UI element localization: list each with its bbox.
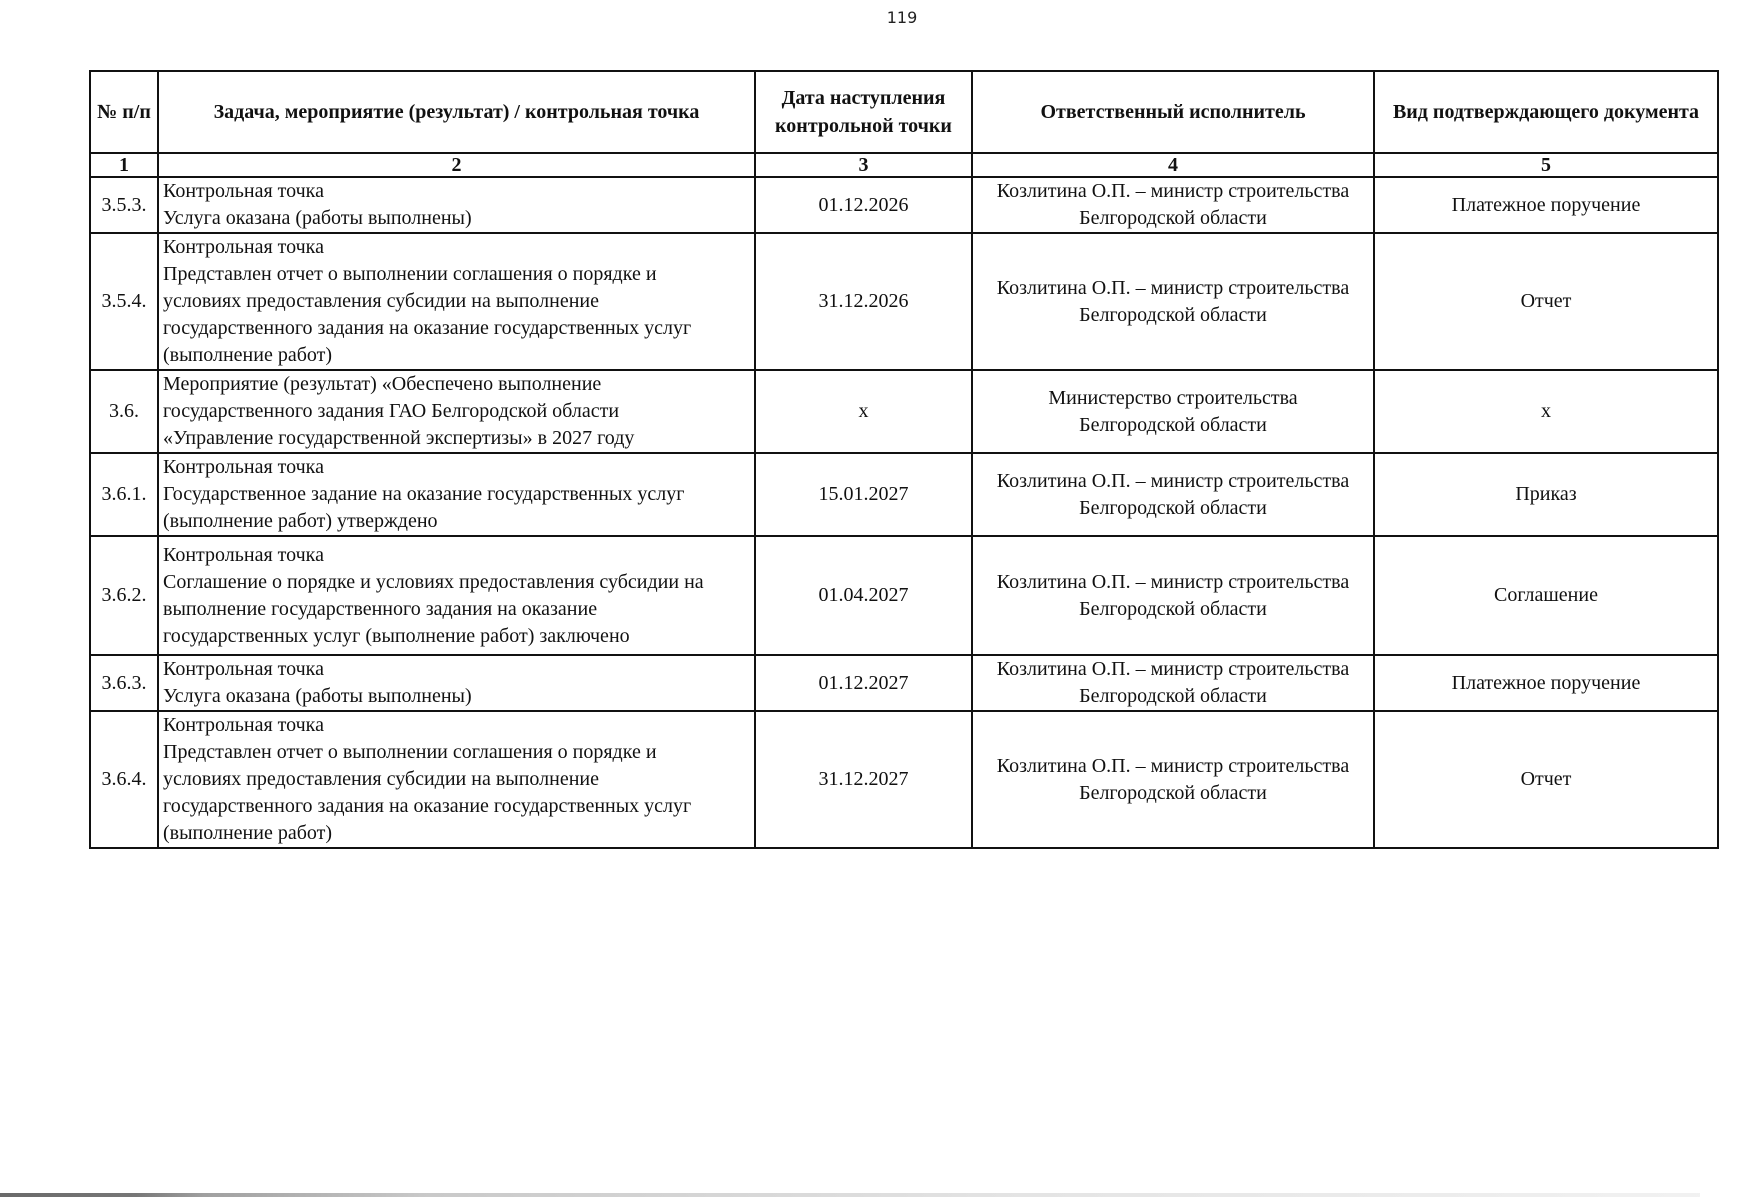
table-row xyxy=(90,536,1718,655)
task-line: условиях предоставления субсидии на выполнение xyxy=(163,768,600,790)
task-line: Контрольная точка xyxy=(163,456,324,478)
column-number: 1 xyxy=(90,153,158,177)
task-line: Представлен отчет о выполнении соглашения о порядке и xyxy=(163,263,657,285)
row-number: 3.6.4. xyxy=(90,711,158,848)
row-number: 3.6. xyxy=(90,370,158,453)
control-date: х xyxy=(755,370,972,453)
column-number: 4 xyxy=(972,153,1374,177)
task-line: условиях предоставления субсидии на выполнение xyxy=(163,290,600,312)
executor-cell xyxy=(972,370,1374,453)
column-numbers-row xyxy=(90,153,1718,177)
task-line: государственного задания на оказание государственных услуг xyxy=(163,795,692,817)
executor-cell xyxy=(972,233,1374,370)
executor-cell xyxy=(972,177,1374,233)
task-cell xyxy=(158,655,755,711)
task-line: Соглашение о порядке и условиях предоставления субсидии на xyxy=(163,570,704,593)
task-line: «Управление государственной экспертизы» в 2027 году xyxy=(163,427,635,449)
task-cell xyxy=(158,711,755,848)
task-line: Контрольная точка xyxy=(163,236,324,258)
task-line: Контрольная точка xyxy=(163,658,324,680)
table-header-row xyxy=(90,71,1718,153)
header-executor: Ответственный исполнитель xyxy=(972,71,1374,153)
task-line: Мероприятие (результат) «Обеспечено выполнение xyxy=(163,373,602,395)
row-number: 3.5.4. xyxy=(90,233,158,370)
document-type: Отчет xyxy=(1374,711,1718,848)
control-date: 01.04.2027 xyxy=(755,536,972,655)
control-date: 31.12.2027 xyxy=(755,711,972,848)
task-line: государственного задания ГАО Белгородской области xyxy=(163,400,620,422)
document-type: Приказ xyxy=(1374,453,1718,536)
executor-cell xyxy=(972,711,1374,848)
task-line: выполнение государственного задания на оказание xyxy=(163,597,598,620)
control-date: 15.01.2027 xyxy=(755,453,972,536)
task-line: Контрольная точка xyxy=(163,714,324,736)
document-type: х xyxy=(1374,370,1718,453)
task-line: (выполнение работ) утверждено xyxy=(163,510,438,532)
task-line: (выполнение работ) xyxy=(163,344,333,366)
task-cell xyxy=(158,453,755,536)
task-line: Контрольная точка xyxy=(163,543,324,566)
task-line: государственных услуг (выполнение работ) заключено xyxy=(163,624,630,647)
table-row xyxy=(90,233,1718,370)
task-line: Услуга оказана (работы выполнены) xyxy=(163,685,472,707)
table-row xyxy=(90,453,1718,536)
executor-line: Козлитина О.П. – министр строительства xyxy=(996,658,1350,680)
task-line: Контрольная точка xyxy=(163,180,324,202)
task-line: Представлен отчет о выполнении соглашения о порядке и xyxy=(163,741,657,763)
executor-line: Белгородской области xyxy=(1079,303,1267,326)
executor-line: Белгородской области xyxy=(1079,207,1267,229)
task-line: Услуга оказана (работы выполнены) xyxy=(163,207,472,229)
document-type: Отчет xyxy=(1374,233,1718,370)
control-points-table xyxy=(89,70,1719,849)
control-date: 01.12.2026 xyxy=(755,177,972,233)
row-number: 3.6.3. xyxy=(90,655,158,711)
executor-cell xyxy=(972,453,1374,536)
executor-cell xyxy=(972,655,1374,711)
document-type: Платежное поручение xyxy=(1374,655,1718,711)
executor-line: Белгородской области xyxy=(1079,413,1267,436)
header-date: Дата наступления контрольной точки xyxy=(755,71,972,153)
table-row xyxy=(90,711,1718,848)
column-number: 2 xyxy=(158,153,755,177)
executor-line: Козлитина О.П. – министр строительства xyxy=(996,276,1350,299)
table-body xyxy=(90,177,1718,848)
executor-line: Козлитина О.П. – министр строительства xyxy=(996,570,1350,593)
executor-line: Белгородской области xyxy=(1079,781,1267,804)
executor-line: Министерство строительства xyxy=(1048,386,1298,409)
page-number: 119 xyxy=(886,8,918,27)
executor-line: Белгородской области xyxy=(1079,597,1267,620)
header-task: Задача, мероприятие (результат) / контрольная точка xyxy=(158,71,755,153)
table-row xyxy=(90,655,1718,711)
task-line: (выполнение работ) xyxy=(163,822,333,844)
control-date: 31.12.2026 xyxy=(755,233,972,370)
task-cell xyxy=(158,177,755,233)
executor-line: Белгородской области xyxy=(1079,685,1267,707)
header-number: № п/п xyxy=(90,71,158,153)
column-number: 3 xyxy=(755,153,972,177)
row-number: 3.5.3. xyxy=(90,177,158,233)
control-date: 01.12.2027 xyxy=(755,655,972,711)
executor-line: Козлитина О.П. – министр строительства xyxy=(996,180,1350,202)
task-line: Государственное задание на оказание государственных услуг xyxy=(163,483,685,505)
task-cell xyxy=(158,233,755,370)
executor-line: Козлитина О.П. – министр строительства xyxy=(996,469,1350,492)
row-number: 3.6.1. xyxy=(90,453,158,536)
row-number: 3.6.2. xyxy=(90,536,158,655)
task-cell xyxy=(158,536,755,655)
column-number: 5 xyxy=(1374,153,1718,177)
executor-cell xyxy=(972,536,1374,655)
document-type: Платежное поручение xyxy=(1374,177,1718,233)
document-type: Соглашение xyxy=(1374,536,1718,655)
task-cell xyxy=(158,370,755,453)
executor-line: Белгородской области xyxy=(1079,496,1267,519)
table-row xyxy=(90,370,1718,453)
task-line: государственного задания на оказание государственных услуг xyxy=(163,317,692,339)
table-row xyxy=(90,177,1718,233)
scan-edge-mark xyxy=(0,1193,1700,1197)
executor-line: Козлитина О.П. – министр строительства xyxy=(996,754,1350,777)
header-document: Вид подтверждающего документа xyxy=(1374,71,1718,153)
